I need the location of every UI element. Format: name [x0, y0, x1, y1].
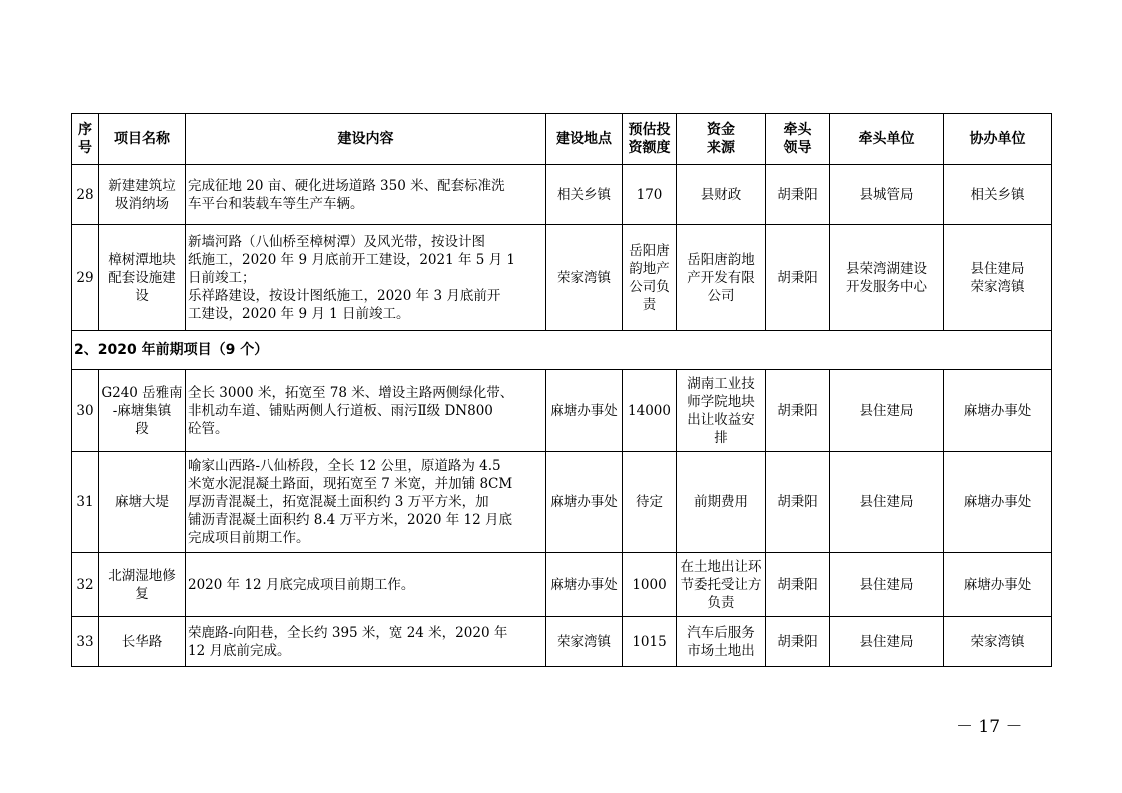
cell-investment: 待定 [623, 452, 677, 553]
cell-assist-unit: 麻塘办事处 [944, 370, 1052, 452]
cell-investment: 1000 [623, 553, 677, 617]
cell-project-name: 长华路 [99, 617, 186, 667]
header-no: 序 号 [72, 114, 99, 165]
section-title: 2、2020 年前期项目（9 个） [72, 331, 1052, 370]
cell-leader: 胡秉阳 [766, 370, 830, 452]
table-row [72, 370, 1052, 452]
section-row [72, 331, 1052, 370]
page-number: － 17 － [956, 717, 1023, 737]
header-lead-unit: 牵头单位 [830, 114, 944, 165]
cell-content: 荣鹿路-向阳巷，全长约 395 米，宽 24 米，2020 年 12 月底前完成。 [186, 617, 546, 667]
table-row [72, 617, 1052, 667]
cell-assist-unit: 麻塘办事处 [944, 452, 1052, 553]
cell-location: 相关乡镇 [546, 165, 623, 225]
cell-content: 全长 3000 米，拓宽至 78 米、增设主路两侧绿化带、 非机动车道、铺贴两侧人行道板、雨污Ⅱ级 DN800 砼管。 [186, 370, 546, 452]
cell-content: 2020 年 12 月底完成项目前期工作。 [186, 553, 546, 617]
cell-content: 新墙河路（八仙桥至樟树潭）及风光带，按设计图 纸施工，2020 年 9 月底前开工建设，2021 年 5 月 1 日前竣工； 乐祥路建设，按设计图纸施工，2020 年 3 月底前开 工建设，2020 年 9 月 1 日前竣工。 [186, 225, 546, 331]
cell-investment: 14000 [623, 370, 677, 452]
header-leader: 牵头 领导 [766, 114, 830, 165]
cell-no: 31 [72, 452, 99, 553]
cell-assist-unit: 县住建局 荣家湾镇 [944, 225, 1052, 331]
cell-funding: 在土地出让环 节委托受让方 负责 [677, 553, 766, 617]
cell-location: 荣家湾镇 [546, 225, 623, 331]
project-table [71, 113, 1052, 667]
cell-no: 30 [72, 370, 99, 452]
cell-lead-unit: 县住建局 [830, 553, 944, 617]
cell-no: 32 [72, 553, 99, 617]
header-content: 建设内容 [186, 114, 546, 165]
cell-lead-unit: 县住建局 [830, 370, 944, 452]
cell-funding: 湖南工业技 师学院地块 出让收益安 排 [677, 370, 766, 452]
header-project-name: 项目名称 [99, 114, 186, 165]
cell-funding: 汽车后服务 市场土地出 [677, 617, 766, 667]
cell-leader: 胡秉阳 [766, 165, 830, 225]
cell-funding: 前期费用 [677, 452, 766, 553]
table-row [72, 225, 1052, 331]
cell-project-name: 麻塘大堤 [99, 452, 186, 553]
cell-leader: 胡秉阳 [766, 225, 830, 331]
cell-no: 28 [72, 165, 99, 225]
header-funding: 资金 来源 [677, 114, 766, 165]
cell-no: 33 [72, 617, 99, 667]
cell-funding: 县财政 [677, 165, 766, 225]
cell-assist-unit: 麻塘办事处 [944, 553, 1052, 617]
cell-leader: 胡秉阳 [766, 553, 830, 617]
header-location: 建设地点 [546, 114, 623, 165]
table-row [72, 452, 1052, 553]
table-row [72, 553, 1052, 617]
cell-location: 麻塘办事处 [546, 370, 623, 452]
cell-location: 麻塘办事处 [546, 553, 623, 617]
cell-project-name: 北湖湿地修 复 [99, 553, 186, 617]
cell-project-name: 新建建筑垃 圾消纳场 [99, 165, 186, 225]
header-assist-unit: 协办单位 [944, 114, 1052, 165]
cell-lead-unit: 县城管局 [830, 165, 944, 225]
table-header-row [72, 114, 1052, 165]
cell-investment: 岳阳唐 韵地产 公司负 责 [623, 225, 677, 331]
cell-funding: 岳阳唐韵地 产开发有限 公司 [677, 225, 766, 331]
cell-location: 麻塘办事处 [546, 452, 623, 553]
cell-project-name: 樟树潭地块 配套设施建 设 [99, 225, 186, 331]
cell-lead-unit: 县住建局 [830, 452, 944, 553]
cell-investment: 1015 [623, 617, 677, 667]
cell-no: 29 [72, 225, 99, 331]
cell-assist-unit: 荣家湾镇 [944, 617, 1052, 667]
table-row [72, 165, 1052, 225]
cell-leader: 胡秉阳 [766, 617, 830, 667]
cell-location: 荣家湾镇 [546, 617, 623, 667]
cell-lead-unit: 县住建局 [830, 617, 944, 667]
cell-content: 完成征地 20 亩、硬化进场道路 350 米、配套标准洗 车平台和装载车等生产车辆。 [186, 165, 546, 225]
cell-leader: 胡秉阳 [766, 452, 830, 553]
cell-project-name: G240 岳雅南 -麻塘集镇 段 [99, 370, 186, 452]
cell-lead-unit: 县荣湾湖建设 开发服务中心 [830, 225, 944, 331]
cell-assist-unit: 相关乡镇 [944, 165, 1052, 225]
header-investment: 预估投 资额度 [623, 114, 677, 165]
cell-investment: 170 [623, 165, 677, 225]
cell-content: 喻家山西路-八仙桥段，全长 12 公里，原道路为 4.5 米宽水泥混凝土路面，现拓宽至 7 米宽，并加铺 8CM 厚沥青混凝土，拓宽混凝土面积约 3 万平方米，加 铺沥青混凝土面积约 8.4 万平方米，2020 年 12 月底 完成项目前期工作。 [186, 452, 546, 553]
